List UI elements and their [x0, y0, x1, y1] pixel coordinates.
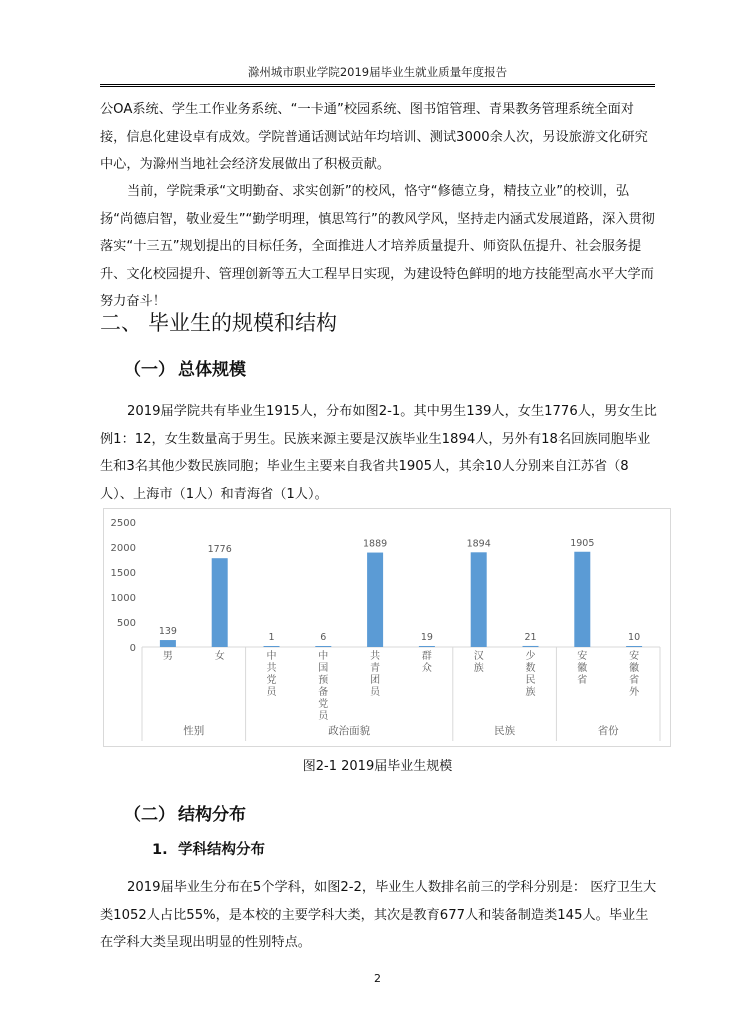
- data-label: 1905: [570, 537, 595, 549]
- page-number: 2: [374, 972, 381, 985]
- category-label: 汉族: [473, 651, 484, 674]
- y-tick-label: 1500: [110, 568, 136, 579]
- intro-paragraph-1: 公OA系统、学生工作业务系统、“一卡通”校园系统、图书馆管理、青果教务管理系统全面对接，信息化建设卓有成效。学院普通话测试站年均培训、测试3000余人次，另设旅游文化研究中心，为滁州当地社会经济发展做出了积极贡献。: [100, 102, 648, 172]
- data-label: 1894: [466, 538, 491, 550]
- scale-paragraph: 2019届学院共有毕业生1915人，分布如图2-1。其中男生139人，女生1776人，男女生比例1：12，女生数量高于男生。民族来源主要是汉族毕业生1894人，另外有18名回族同胞毕业生和3名其他少数民族同胞；毕业生主要来自我省共1905人，其余10人分别来自江苏省（8人）、上海市（1人）和青海省（1人）。: [100, 404, 657, 502]
- bar: [367, 553, 383, 647]
- subsection-title-1: 总体规模: [178, 360, 246, 380]
- subheading-discipline: [152, 838, 265, 859]
- y-tick-label: 500: [116, 618, 136, 629]
- group-label: 民族: [494, 725, 516, 737]
- bar: [160, 640, 176, 647]
- category-label: 中共党员: [266, 651, 277, 698]
- data-label: 21: [524, 631, 537, 643]
- category-label: 中国预备党员: [318, 651, 329, 722]
- group-label: 省份: [597, 725, 619, 737]
- group-label: 政治面貌: [328, 725, 371, 737]
- category-label: 群众: [421, 651, 432, 674]
- category-label: 安徽省外: [629, 651, 640, 698]
- subsection-number-1: （一）: [124, 360, 175, 380]
- section-title: 毕业生的规模和结构: [148, 311, 337, 335]
- subsection-heading-2: [124, 800, 246, 825]
- category-label: 共青团员: [370, 651, 381, 698]
- y-tick-label: 2500: [110, 518, 136, 529]
- bar: [523, 646, 539, 647]
- y-tick-label: 2000: [110, 543, 136, 554]
- bar: [471, 552, 487, 647]
- category-label: 少数民族: [525, 651, 536, 698]
- bar: [574, 552, 590, 647]
- header-rule: [100, 84, 655, 87]
- group-label: 性别: [183, 725, 205, 737]
- discipline-paragraph: 2019届毕业生分布在5个学科，如图2-2，毕业生人数排名前三的学科分别是： 医疗卫生大类1052人占比55%，是本校的主要学科大类，其次是教育677人和装备制造类145人。毕业生在学科大类呈现出明显的性别特点。: [100, 880, 657, 950]
- data-label: 10: [628, 632, 641, 643]
- section-number: 二、: [100, 311, 142, 335]
- category-label: 男: [162, 651, 173, 662]
- category-label: 安徽省: [577, 651, 588, 686]
- data-label: 1776: [207, 544, 232, 556]
- subheading-title: 学科结构分布: [178, 842, 265, 858]
- y-tick-label: 1000: [110, 593, 136, 604]
- subsection-title-2: 结构分布: [178, 805, 246, 825]
- bar: [315, 646, 331, 647]
- figure-caption: 图2-1 2019届毕业生规模: [302, 759, 453, 774]
- graduate-scale-chart: [103, 508, 671, 747]
- bar: [419, 646, 435, 647]
- bar: [212, 558, 228, 647]
- section-heading: [100, 307, 337, 337]
- subheading-number: 1.: [152, 842, 168, 858]
- data-label: 1: [268, 632, 275, 643]
- subsection-heading-1: [124, 355, 246, 380]
- bar: [264, 646, 280, 647]
- data-label: 6: [320, 632, 327, 643]
- bar: [626, 646, 642, 647]
- page-header: 滁州城市职业学院2019届毕业生就业质量年度报告: [247, 65, 508, 79]
- data-label: 1889: [363, 538, 388, 550]
- data-label: 19: [420, 632, 433, 643]
- intro-paragraph-2: 当前，学院秉承“文明勤奋、求实创新”的校风，恪守“修德立身，精技立业”的校训，弘扬“尚德启智，敬业爱生”“勤学明理，慎思笃行”的教风学风，坚持走内涵式发展道路，深入贯彻落实“十三五”规划提出的目标任务，全面推进人才培养质量提升、师资队伍提升、社会服务提升、文化校园提升、管理创新等五大工程早日实现，为建设特色鲜明的地方技能型高水平大学而努力奋斗！: [100, 184, 655, 309]
- y-tick-label: 0: [129, 643, 136, 654]
- subsection-number-2: （二）: [124, 805, 175, 825]
- category-label: 女: [214, 651, 225, 662]
- data-label: 139: [158, 626, 177, 638]
- bar-chart-svg: [104, 509, 670, 746]
